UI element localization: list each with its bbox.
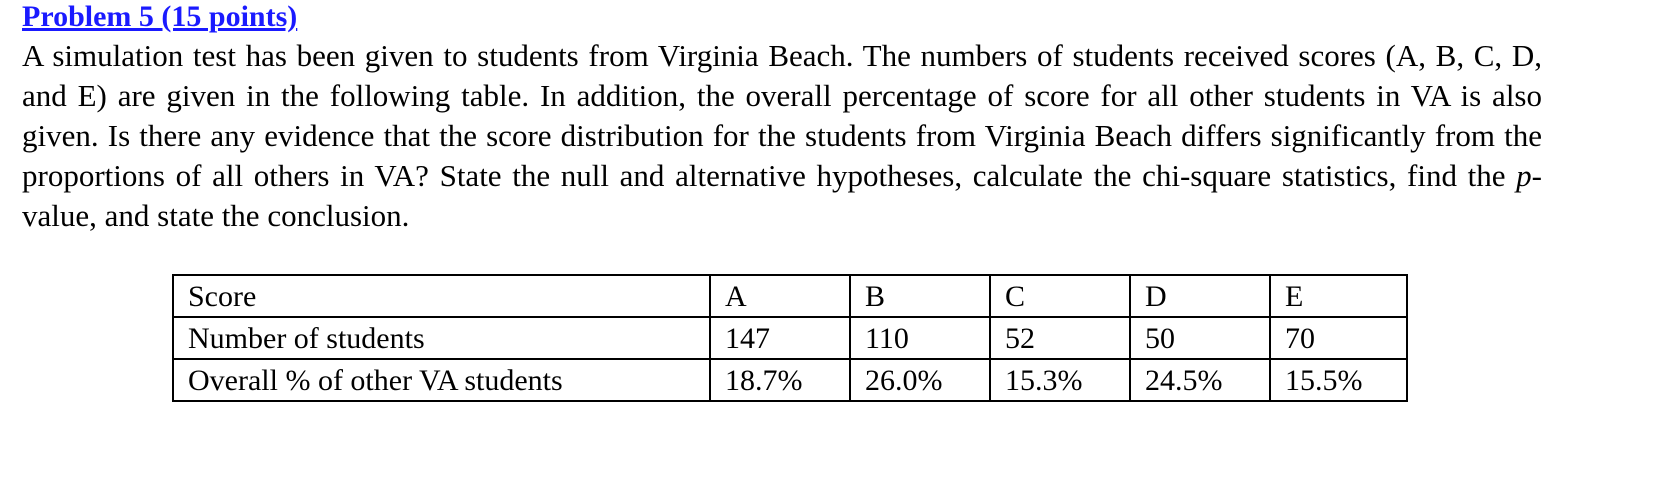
table-cell: 52 xyxy=(990,317,1130,359)
row-header: Score xyxy=(173,275,710,317)
table-cell: C xyxy=(990,275,1130,317)
table-cell: 50 xyxy=(1130,317,1270,359)
table-row xyxy=(173,317,1407,359)
statement-text-end: -value, and state the conclusion. xyxy=(22,158,1542,233)
table-cell: 70 xyxy=(1270,317,1407,359)
score-table xyxy=(172,274,1408,402)
row-header: Number of students xyxy=(173,317,710,359)
table-row xyxy=(173,275,1407,317)
table-cell: 18.7% xyxy=(710,359,850,401)
table-row xyxy=(173,359,1407,401)
table-cell: 26.0% xyxy=(850,359,990,401)
table-cell: 110 xyxy=(850,317,990,359)
table-cell: E xyxy=(1270,275,1407,317)
table-cell: 147 xyxy=(710,317,850,359)
table-cell: A xyxy=(710,275,850,317)
table-cell: 24.5% xyxy=(1130,359,1270,401)
table-cell: D xyxy=(1130,275,1270,317)
statement-text: A simulation test has been given to students from Virginia Beach. The numbers of students received scores (A, B, C, D, and E) are given in the following table. In addition, the overall percentage of score for all other students in VA is also given. Is there any evidence that the score distribution for the students from Virginia Beach differs significantly from the proportions of all others in VA? State the null and alternative hypotheses, calculate the chi-square statistics, find the xyxy=(22,38,1542,193)
problem-statement xyxy=(22,36,1542,236)
table-cell: 15.3% xyxy=(990,359,1130,401)
problem-heading: Problem 5 (15 points) xyxy=(22,0,298,33)
table-cell: B xyxy=(850,275,990,317)
row-header: Overall % of other VA students xyxy=(173,359,710,401)
table-cell: 15.5% xyxy=(1270,359,1407,401)
statement-italic-p: p xyxy=(1516,158,1532,193)
